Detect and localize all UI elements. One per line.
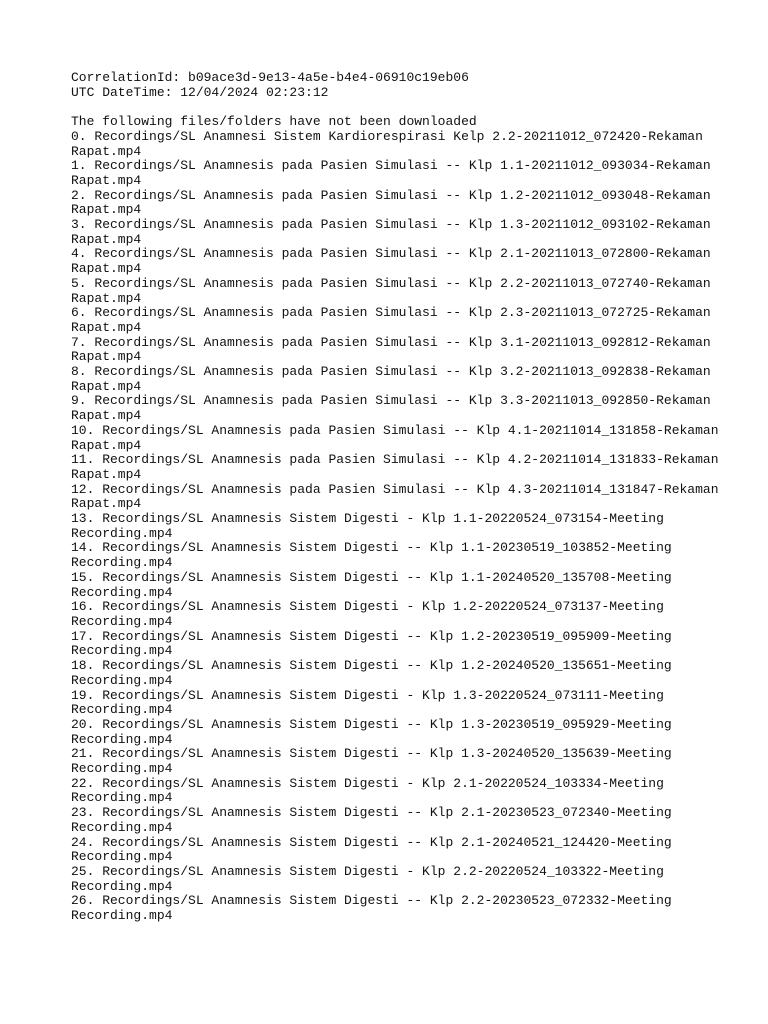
file-entry-filename: Rapat.mp4 xyxy=(71,261,142,277)
utc-datetime: UTC DateTime: 12/04/2024 02:23:12 xyxy=(71,84,329,100)
file-entry-path: 9. Recordings/SL Anamnesis pada Pasien Simulasi -- Klp 3.3-20211013_092850-Rekaman xyxy=(71,393,711,409)
document-body xyxy=(71,70,719,924)
file-entry-filename: Rapat.mp4 xyxy=(71,378,142,394)
file-entry-filename: Recording.mp4 xyxy=(71,849,173,865)
file-entry-filename: Rapat.mp4 xyxy=(71,496,142,512)
file-entry xyxy=(71,512,711,541)
file-entry-filename: Rapat.mp4 xyxy=(71,437,142,453)
file-entry-filename: Recording.mp4 xyxy=(71,790,173,806)
file-entry-path: 3. Recordings/SL Anamnesis pada Pasien Simulasi -- Klp 1.3-20211012_093102-Rekaman xyxy=(71,217,711,233)
file-entry xyxy=(71,894,711,923)
correlation-id: CorrelationId: b09ace3d-9e13-4a5e-b4e4-06910c19eb06 xyxy=(71,70,469,85)
file-entry xyxy=(71,365,711,394)
file-entry-path: 0. Recordings/SL Anamnesi Sistem Kardiorespirasi Kelp 2.2-20211012_072420-Rekaman xyxy=(71,128,703,144)
file-entry-path: 6. Recordings/SL Anamnesis pada Pasien Simulasi -- Klp 2.3-20211013_072725-Rekaman xyxy=(71,305,711,321)
file-entry-filename: Recording.mp4 xyxy=(71,878,173,894)
file-entry-filename: Rapat.mp4 xyxy=(71,202,142,218)
file-entry-path: 16. Recordings/SL Anamnesis Sistem Digesti - Klp 1.2-20220524_073137-Meeting xyxy=(71,599,664,615)
intro-text: The following files/folders have not been downloaded xyxy=(71,114,477,130)
file-entry-filename: Rapat.mp4 xyxy=(71,231,142,247)
file-entry-path: 11. Recordings/SL Anamnesis pada Pasien Simulasi -- Klp 4.2-20211014_131833-Rekaman xyxy=(71,452,719,468)
file-entry xyxy=(71,689,711,718)
file-entry-filename: Recording.mp4 xyxy=(71,761,173,777)
file-entry-filename: Rapat.mp4 xyxy=(71,172,142,188)
file-entry-path: 14. Recordings/SL Anamnesis Sistem Digesti -- Klp 1.1-20230519_103852-Meeting xyxy=(71,540,672,556)
file-entry-path: 13. Recordings/SL Anamnesis Sistem Digesti - Klp 1.1-20220524_073154-Meeting xyxy=(71,511,664,527)
file-entry-path: 7. Recordings/SL Anamnesis pada Pasien Simulasi -- Klp 3.1-20211013_092812-Rekaman xyxy=(71,334,711,350)
file-entry-filename: Rapat.mp4 xyxy=(71,408,142,424)
file-entry xyxy=(71,159,711,188)
file-entry-path: 1. Recordings/SL Anamnesis pada Pasien Simulasi -- Klp 1.1-20211012_093034-Rekaman xyxy=(71,158,711,174)
file-entry-filename: Rapat.mp4 xyxy=(71,290,142,306)
file-entry-path: 8. Recordings/SL Anamnesis pada Pasien Simulasi -- Klp 3.2-20211013_092838-Rekaman xyxy=(71,364,711,380)
file-entry-path: 25. Recordings/SL Anamnesis Sistem Digesti - Klp 2.2-20220524_103322-Meeting xyxy=(71,863,664,879)
file-entry-path: 19. Recordings/SL Anamnesis Sistem Digesti - Klp 1.3-20220524_073111-Meeting xyxy=(71,687,664,703)
file-entry-filename: Recording.mp4 xyxy=(71,614,173,629)
file-entry xyxy=(71,218,711,247)
file-entry-path: 2. Recordings/SL Anamnesis pada Pasien Simulasi -- Klp 1.2-20211012_093048-Rekaman xyxy=(71,187,711,203)
file-entry-path: 17. Recordings/SL Anamnesis Sistem Digesti -- Klp 1.2-20230519_095909-Meeting xyxy=(71,628,672,644)
file-entry-filename: Recording.mp4 xyxy=(71,555,173,571)
file-entry-path: 23. Recordings/SL Anamnesis Sistem Digesti -- Klp 2.1-20230523_072340-Meeting xyxy=(71,805,672,821)
file-entry-path: 24. Recordings/SL Anamnesis Sistem Digesti -- Klp 2.1-20240521_124420-Meeting xyxy=(71,834,672,850)
file-entry-path: 10. Recordings/SL Anamnesis pada Pasien Simulasi -- Klp 4.1-20211014_131858-Rekaman xyxy=(71,422,719,438)
file-entry-path: 21. Recordings/SL Anamnesis Sistem Digesti -- Klp 1.3-20240520_135639-Meeting xyxy=(71,746,672,762)
file-entry-filename: Recording.mp4 xyxy=(71,525,173,541)
file-entry-filename: Recording.mp4 xyxy=(71,702,173,718)
file-entry-filename: Recording.mp4 xyxy=(71,672,173,688)
file-entry-path: 22. Recordings/SL Anamnesis Sistem Digesti - Klp 2.1-20220524_103334-Meeting xyxy=(71,775,664,791)
file-entry-path: 4. Recordings/SL Anamnesis pada Pasien Simulasi -- Klp 2.1-20211013_072800-Rekaman xyxy=(71,246,711,262)
file-entry xyxy=(71,777,711,806)
file-entry xyxy=(71,277,711,306)
file-entry-path: 20. Recordings/SL Anamnesis Sistem Digesti -- Klp 1.3-20230519_095929-Meeting xyxy=(71,716,672,732)
file-entry xyxy=(71,336,711,365)
file-entry-path: 18. Recordings/SL Anamnesis Sistem Digesti -- Klp 1.2-20240520_135651-Meeting xyxy=(71,658,672,674)
file-entry xyxy=(71,806,711,835)
file-entry-filename: Rapat.mp4 xyxy=(71,349,142,365)
file-entry xyxy=(71,630,711,659)
file-entry xyxy=(71,394,711,423)
file-entry xyxy=(71,481,719,512)
file-entry xyxy=(71,189,711,218)
file-entry xyxy=(71,836,711,865)
file-entry-filename: Recording.mp4 xyxy=(71,819,173,835)
file-entry-filename: Recording.mp4 xyxy=(71,731,173,747)
file-entry xyxy=(71,747,711,776)
file-entry-filename: Rapat.mp4 xyxy=(71,466,142,482)
file-entry xyxy=(71,718,711,747)
file-entry xyxy=(71,865,711,894)
file-entry xyxy=(71,422,719,453)
file-entry xyxy=(71,130,711,159)
file-entry-filename: Recording.mp4 xyxy=(71,908,173,924)
file-entry xyxy=(71,659,711,688)
file-entry xyxy=(71,452,719,482)
file-entry-path: 5. Recordings/SL Anamnesis pada Pasien Simulasi -- Klp 2.2-20211013_072740-Rekaman xyxy=(71,275,711,291)
file-entry xyxy=(71,247,711,276)
file-list xyxy=(71,128,719,924)
file-entry-filename: Recording.mp4 xyxy=(71,643,173,659)
file-entry xyxy=(71,306,711,335)
file-entry-path: 12. Recordings/SL Anamnesis pada Pasien Simulasi -- Klp 4.3-20211014_131847-Rekaman xyxy=(71,481,719,497)
file-entry-path: 15. Recordings/SL Anamnesis Sistem Digesti -- Klp 1.1-20240520_135708-Meeting xyxy=(71,569,672,585)
blank-line xyxy=(71,100,711,115)
file-entry-filename: Rapat.mp4 xyxy=(71,319,142,335)
file-entry xyxy=(71,571,711,600)
file-entry-filename: Recording.mp4 xyxy=(71,584,173,600)
file-entry-path: 26. Recordings/SL Anamnesis Sistem Digesti -- Klp 2.2-20230523_072332-Meeting xyxy=(71,893,672,909)
file-entry-filename: Rapat.mp4 xyxy=(71,143,142,159)
file-entry xyxy=(71,600,711,629)
file-entry xyxy=(71,541,711,570)
